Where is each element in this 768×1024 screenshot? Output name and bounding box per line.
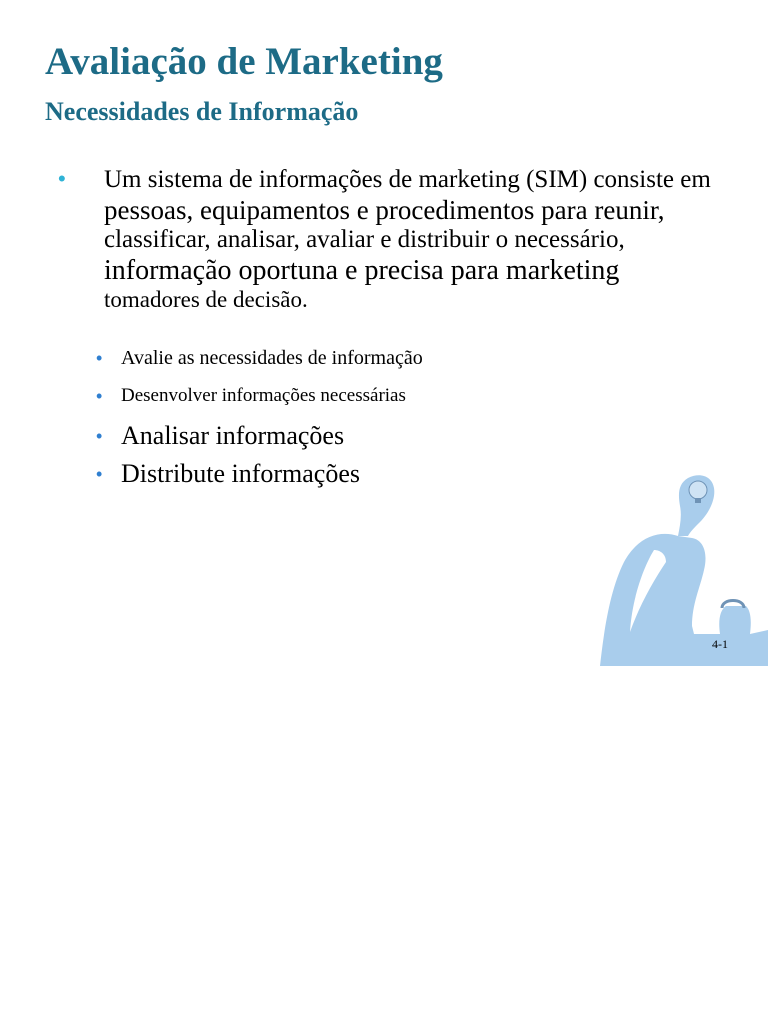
sub-bullet-item <box>96 344 423 382</box>
slide-title: Avaliação de Marketing <box>45 40 443 83</box>
lightbulb-base <box>695 498 701 503</box>
sub-bullet-dot: • <box>96 386 103 406</box>
lightbulb-glass <box>689 481 707 499</box>
main-bullet-line: pessoas, equipamentos e procedimentos para reunir, <box>104 194 665 225</box>
sub-bullet-label: Desenvolver informações necessárias <box>121 385 406 406</box>
slide-subtitle: Necessidades de Informação <box>45 97 359 126</box>
sub-bullet-label: Analisar informações <box>121 421 345 450</box>
sub-bullet-item <box>96 458 423 496</box>
sub-bullet-dot: • <box>96 464 103 484</box>
main-bullet-line: informação oportuna e precisa para marketing <box>104 254 620 286</box>
sub-bullet-dot: • <box>96 348 103 368</box>
seated-person-with-lightbulb-icon <box>600 470 768 666</box>
sub-bullet-item <box>96 382 423 420</box>
illustration-body <box>600 534 768 666</box>
main-bullet-text <box>104 166 711 313</box>
sub-bullet-item <box>96 420 423 458</box>
sub-bullet-label: Avalie as necessidades de informação <box>121 347 423 369</box>
sub-bullet-label: Distribute informações <box>121 459 360 488</box>
main-bullet-line: Um sistema de informações de marketing (SIM) consiste em <box>104 166 711 193</box>
sub-bullet-list <box>96 344 423 496</box>
page-number: 4-1 <box>712 637 728 651</box>
main-bullet-line: tomadores de decisão. <box>104 286 308 312</box>
sub-bullet-dot: • <box>96 426 103 446</box>
main-bullet-dot: • <box>58 166 66 191</box>
main-bullet-line: classificar, analisar, avaliar e distribuir o necessário, <box>104 225 625 253</box>
